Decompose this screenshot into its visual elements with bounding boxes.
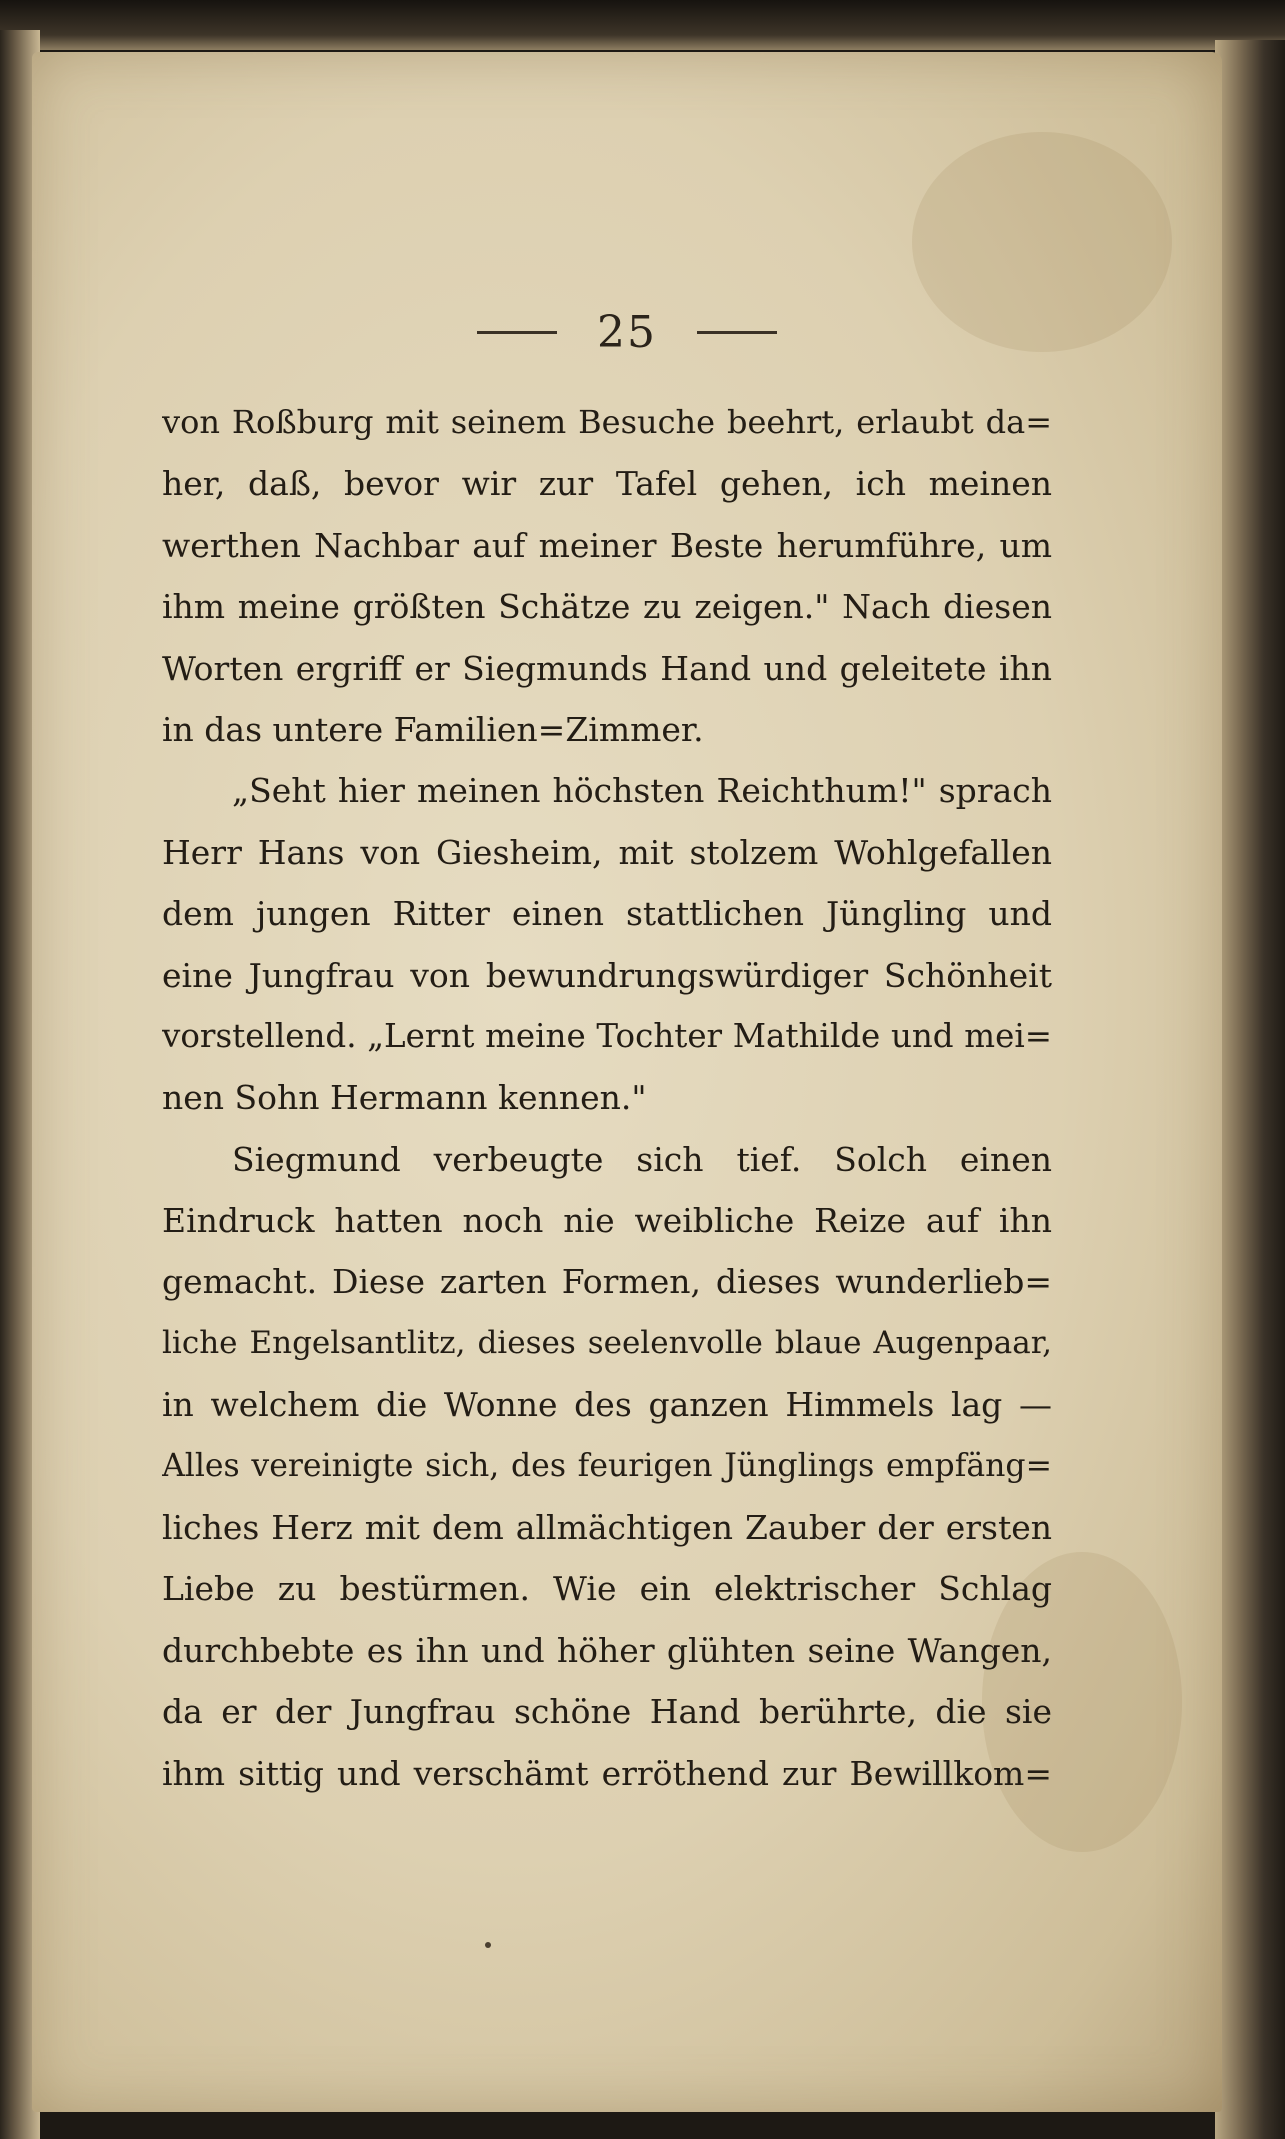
page-number: 25 (597, 306, 657, 358)
body-text (162, 392, 1052, 1804)
header-rule-left (477, 331, 557, 334)
text-line: nen Sohn Hermann kennen." (162, 1078, 647, 1118)
ink-speck (485, 1942, 491, 1948)
text-line: eine Jungfrau von bewundrungswürdiger Schönheit (162, 955, 1052, 995)
text-line: Alles vereinigte sich, des feurigen Jünglings empfäng= (162, 1447, 1052, 1484)
text-line: Siegmund verbeugte sich tief. Solch einen (232, 1139, 1052, 1179)
text-line: dem jungen Ritter einen stattlichen Jüngling und (162, 894, 1052, 934)
text-line: Liebe zu bestürmen. Wie ein elektrischer Schlag (162, 1569, 1052, 1609)
text-line: durchbebte es ihn und höher glühten seine Wangen, (162, 1630, 1052, 1670)
text-line: Herr Hans von Giesheim, mit stolzem Wohlgefallen (162, 832, 1052, 872)
text-line: da er der Jungfrau schöne Hand berührte, die sie (162, 1692, 1052, 1732)
text-line: her, daß, bevor wir zur Tafel gehen, ich meinen (162, 464, 1052, 504)
text-line: Worten ergriff er Siegmunds Hand und geleitete ihn (162, 648, 1052, 688)
text-line: von Roßburg mit seinem Besuche beehrt, erlaubt da= (162, 403, 1052, 441)
book-right-edge (1215, 40, 1285, 2139)
text-line: liche Engelsantlitz, dieses seelenvolle blaue Augenpaar, (162, 1324, 1052, 1361)
text-line: liches Herz mit dem allmächtigen Zauber der ersten (162, 1508, 1052, 1548)
header-rule-right (697, 331, 777, 334)
paper-page (32, 52, 1222, 2112)
text-line: Eindruck hatten noch nie weibliche Reize auf ihn (162, 1201, 1052, 1241)
text-line: „Seht hier meinen höchsten Reichthum!" sprach (232, 771, 1052, 811)
text-line: gemacht. Diese zarten Formen, dieses wunderlieb= (162, 1262, 1052, 1302)
text-line: ihm meine größten Schätze zu zeigen." Nach diesen (162, 587, 1052, 627)
page-header (32, 297, 1222, 367)
text-line: werthen Nachbar auf meiner Beste herumführe, um (162, 525, 1052, 565)
book-top-edge (0, 0, 1285, 50)
text-line: vorstellend. „Lernt meine Tochter Mathilde und mei= (162, 1016, 1052, 1055)
text-line: in welchem die Wonne des ganzen Himmels lag — (162, 1385, 1052, 1425)
text-line: ihm sittig und verschämt erröthend zur Bewillkom= (162, 1753, 1052, 1793)
text-line: in das untere Familien=Zimmer. (162, 709, 704, 749)
